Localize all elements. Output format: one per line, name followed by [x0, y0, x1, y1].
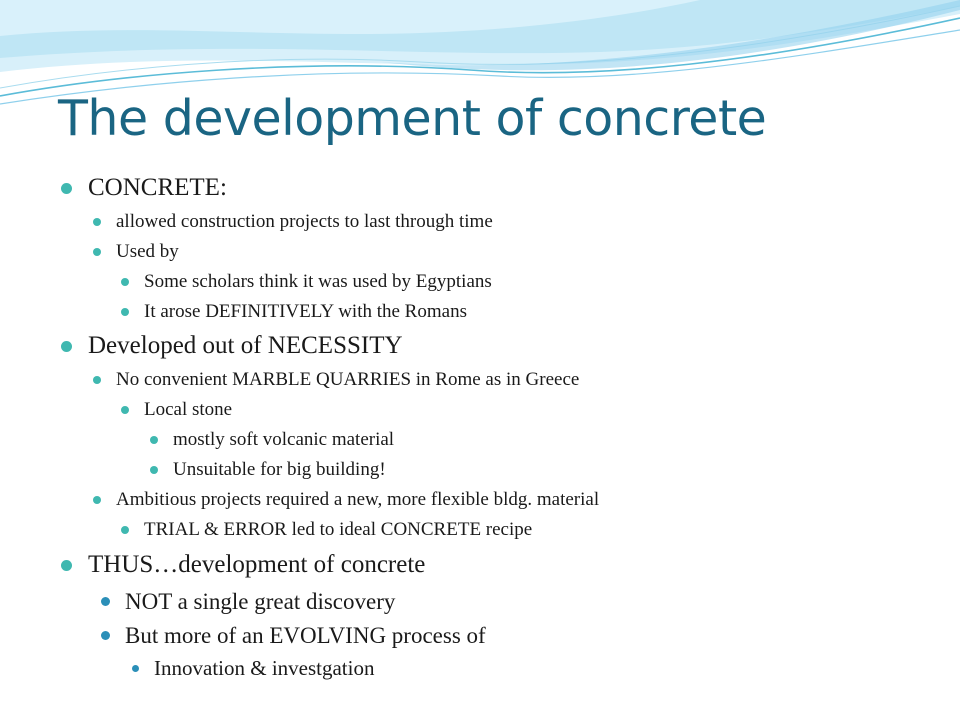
bullet-concrete — [88, 175, 227, 200]
bullet-local-stone — [144, 400, 232, 419]
bullet-text: Some scholars think it was used by Egyptians — [144, 271, 492, 292]
bullet-dot-icon — [61, 183, 72, 194]
bullet-text: No convenient MARBLE QUARRIES in Rome as in Greece — [116, 369, 580, 390]
bullet-text: TRIAL & ERROR led to ideal CONCRETE recipe — [144, 519, 533, 540]
bullet-dot-icon — [121, 526, 129, 534]
bullet-unsuitable — [173, 460, 386, 479]
bullet-not-single-discovery — [125, 590, 395, 613]
bullet-dot-icon — [132, 665, 139, 672]
bullet-text: Ambitious projects required a new, more flexible bldg. material — [116, 489, 600, 510]
bullet-text: But more of an EVOLVING process of — [125, 623, 486, 648]
bullet-dot-icon — [93, 218, 101, 226]
bullet-trial-error — [144, 520, 532, 539]
bullet-thus — [88, 552, 425, 577]
bullet-text: Innovation & investgation — [154, 656, 375, 680]
bullet-romans — [144, 302, 467, 321]
slide-title: The development of concrete — [58, 90, 767, 147]
bullet-text: Local stone — [144, 399, 233, 420]
bullet-dot-icon — [121, 278, 129, 286]
bullet-evolving-process — [125, 624, 486, 647]
bullet-text: It arose DEFINITIVELY with the Romans — [144, 301, 467, 322]
bullet-text: CONCRETE: — [88, 174, 227, 201]
bullet-text: allowed construction projects to last through time — [116, 211, 493, 232]
bullet-text: Unsuitable for big building! — [173, 459, 386, 480]
bullet-ambitious-projects — [116, 490, 599, 509]
bullet-dot-icon — [61, 560, 72, 571]
bullet-dot-icon — [93, 376, 101, 384]
bullet-dot-icon — [93, 248, 101, 256]
bullet-dot-icon — [101, 597, 110, 606]
bullet-dot-icon — [121, 308, 129, 316]
bullet-dot-icon — [150, 466, 158, 474]
bullet-egyptians — [144, 272, 492, 291]
bullet-text: Used by — [116, 241, 179, 262]
bullet-text: Developed out of NECESSITY — [88, 332, 403, 359]
bullet-used-by — [116, 242, 179, 261]
bullet-text: THUS…development of concrete — [88, 551, 426, 578]
bullet-dot-icon — [101, 631, 110, 640]
bullet-dot-icon — [93, 496, 101, 504]
bullet-text: NOT a single great discovery — [125, 589, 396, 614]
bullet-allowed-construction — [116, 212, 493, 231]
bullet-marble-quarries — [116, 370, 579, 389]
bullet-dot-icon — [150, 436, 158, 444]
bullet-volcanic — [173, 430, 394, 449]
bullet-dot-icon — [121, 406, 129, 414]
bullet-dot-icon — [61, 341, 72, 352]
bullet-innovation — [154, 658, 374, 679]
bullet-text: mostly soft volcanic material — [173, 429, 395, 450]
bullet-necessity — [88, 333, 403, 358]
